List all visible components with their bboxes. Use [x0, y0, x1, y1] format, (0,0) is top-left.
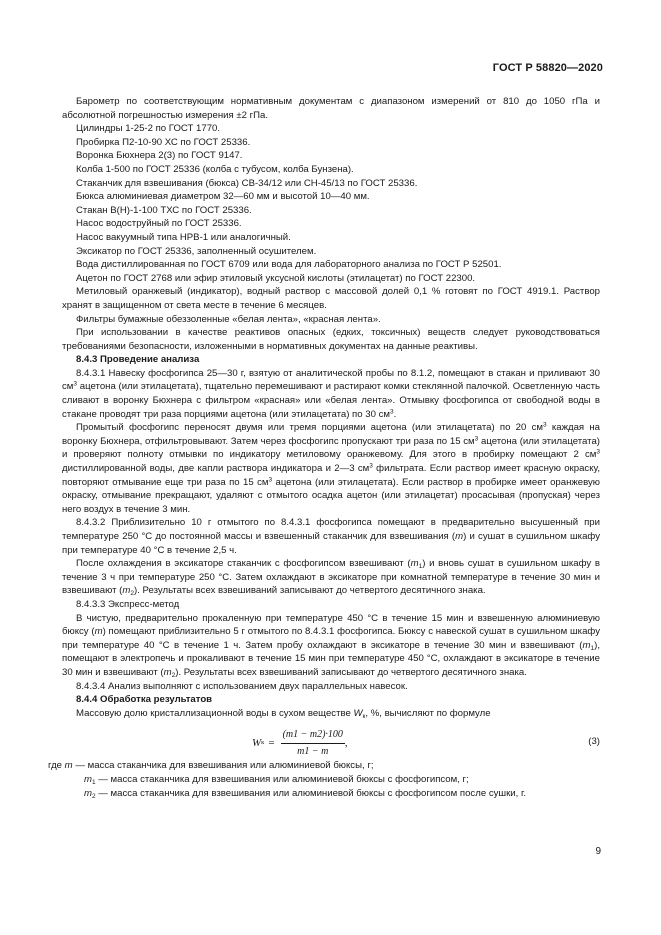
- equipment-item: Эксикатор по ГОСТ 25336, заполненный осушителем.: [76, 245, 317, 257]
- formula-equals: =: [268, 736, 275, 749]
- equipment-item: Стакан В(Н)-1-100 ТХС по ГОСТ 25336.: [76, 204, 252, 216]
- equipment-item: Колба 1-500 по ГОСТ 25336 (колба с тубусом, колба Бунзена).: [76, 163, 354, 175]
- formula-expression: W к = $\frac{(m1 - m2)\cdot 100}{m1 - m}$ ,: [252, 729, 348, 757]
- paragraph-8-4-3-2: 8.4.3.2 Приблизительно 10 г отмытого по 8.4.3.1 фосфогипса помещают в предварительно высушенный при температуре 250 °С до постоянной массы и взвешенный стаканчик для взвешивания (m) и сушат в сушильном шкафу при температуре 40 °С в течение 2,5 ч.: [62, 517, 600, 556]
- standard-designation: ГОСТ Р 58820—2020: [492, 62, 603, 74]
- paragraph-cooling: После охлаждения в эксикаторе стаканчик с фосфогипсом взвешивают $(m_1)$ и вновь сушат в сушильном шкафу в течение 3 ч при температуре 250 °С. Затем охлаждают в эксикаторе при комнатной температуре в течение 30 мин и взвешивают $(m_2)$. Результаты всех взвешиваний записывают до четвертого десятичного знака.: [62, 558, 600, 598]
- formula-intro: Массовую долю кристаллизационной воды в сухом веществе $W_к$, %, вычисляют по формуле: [76, 707, 491, 720]
- formula-3: [62, 724, 600, 756]
- paragraph-washing: Промытый фосфогипс переносят двумя или тремя порциями ацетона (или этилацетата) по 20 $см^3$ каждая на воронку Бюхнера, отфильтровывают. Затем через фосфогипс пропускают три раза по 15 $см^3$ ацетона (или этилацетата) и проверяют полноту отмывки по индикатору метиловому оранжевому. Для этого в пробирку помещают 2 $см^3$ дистиллированной воды, две капли раствора индикатора и 2—3 $см^3$ фильтрата. Если раствор имеет красную окраску, повторяют отмывание еще три раза по 15 $см^3$ ацетона (или этилацетата). Если раствор в пробирке имеет оранжевую окраску, отмывание прекращают, удаляют с отмытого осадка ацетон (или этилацетат) просасывая (пропуская) через него воздух в течение 3 мин.: [62, 421, 601, 515]
- equipment-item: Ацетон по ГОСТ 2768 или эфир этиловый уксусной кислоты (этилацетат) по ГОСТ 22300.: [76, 272, 476, 284]
- where-line: $m_2$ — масса стаканчика для взвешивания или алюминиевой бюксы с фосфогипсом после сушки, г.: [84, 787, 526, 800]
- section-heading-8-4-4: 8.4.4 Обработка результатов: [76, 694, 213, 706]
- equipment-item: Вода дистиллированная по ГОСТ 6709 или вода для лабораторного анализа по ГОСТ Р 52501.: [76, 259, 502, 271]
- equipment-item: Пробирка П2-10-90 ХС по ГОСТ 25336.: [76, 136, 251, 148]
- document-body: [48, 95, 601, 800]
- paragraph-express-method: В чистую, предварительно прокаленную при температуре 450 °С в течение 15 мин и взвешенную алюминиевую бюксу (m) помещают приблизительно 5 г отмытого по 8.4.3.1 фосфогипса. Бюксу с навеской сушат в сушильном шкафу при температуре 40 °С в течение 1 ч. Затем пробу охлаждают в эксикаторе в течение 30 мин и взвешивают $(m_1)$, помещают в электропечь и прокаливают в течение 15 мин при температуре 450 °С, охлаждают в эксикаторе в течение 30 мин и взвешивают $(m_2)$. Результаты всех взвешиваний записывают до четвертого десятичного знака.: [62, 612, 601, 679]
- page-number: 9: [595, 846, 601, 857]
- equipment-item: Воронка Бюхнера 2(3) по ГОСТ 9147.: [76, 150, 243, 162]
- paragraph-8-4-3-3: 8.4.3.3 Экспресс-метод: [76, 598, 180, 610]
- paragraph-8-4-3-1: 8.4.3.1 Навеску фосфогипса 25—30 г, взятую от аналитической пробы по 8.1.2, помещают в стакан и приливают 30 $см^3$ ацетона (или этилацетата), тщательно перемешивают и растирают комки стеклянной палочкой. Осветленную часть сливают в воронку Бюхнера с фильтром «красная» или «белая лента». Отмывку фосфогипса от свободной воды в стакане проводят три раза порциями ацетона (или этилацетата) по 30 $см^3$.: [62, 367, 600, 420]
- formula-denominator: m1 − m: [297, 745, 329, 757]
- equipment-item: Бюкса алюминиевая диаметром 32—60 мм и высотой 10—40 мм.: [76, 191, 370, 203]
- formula-fraction: [281, 728, 345, 758]
- safety-note: При использовании в качестве реактивов опасных (едких, токсичных) веществ следует руководствоваться требованиями безопасности, изложенными в нормативных документах на данные реактивы.: [62, 327, 600, 352]
- formula-numerator: (m1 − m2)·100: [281, 728, 345, 744]
- formula-lhs: W: [252, 736, 262, 749]
- equipment-item: Цилиндры 1-25-2 по ГОСТ 1770.: [76, 123, 221, 135]
- paragraph-8-4-3-4: 8.4.3.4 Анализ выполняют с использованием двух параллельных навесок.: [76, 680, 408, 692]
- equipment-item: Стаканчик для взвешивания (бюкса) СВ-34/12 или СН-45/13 по ГОСТ 25336.: [76, 177, 418, 189]
- formula-number: (3): [588, 736, 600, 748]
- equipment-item: Насос водоструйный по ГОСТ 25336.: [76, 218, 242, 230]
- section-heading-8-4-3: 8.4.3 Проведение анализа: [76, 354, 200, 366]
- formula-comma: ,: [344, 736, 348, 749]
- where-line: $m_1$ — масса стаканчика для взвешивания или алюминиевой бюксы с фосфогипсом, г;: [84, 773, 469, 786]
- equipment-item: Насос вакуумный типа НРВ-1 или аналогичный.: [76, 231, 291, 243]
- equipment-item: Фильтры бумажные обеззоленные «белая лента», «красная лента».: [76, 313, 381, 325]
- equipment-item: Барометр по соответствующим нормативным документам с диапазоном измерений от 810 до 1050 гПа и абсолютной погрешностью измерения ±2 гПа.: [62, 96, 600, 121]
- where-line: где m — масса стаканчика для взвешивания или алюминиевой бюксы, г;: [48, 760, 374, 772]
- equipment-item: Метиловый оранжевый (индикатор), водный раствор с массовой долей 0,1 % готовят по ГОСТ 4919.1. Раствор хранят в защищенном от света месте в течение 6 месяцев.: [62, 286, 600, 311]
